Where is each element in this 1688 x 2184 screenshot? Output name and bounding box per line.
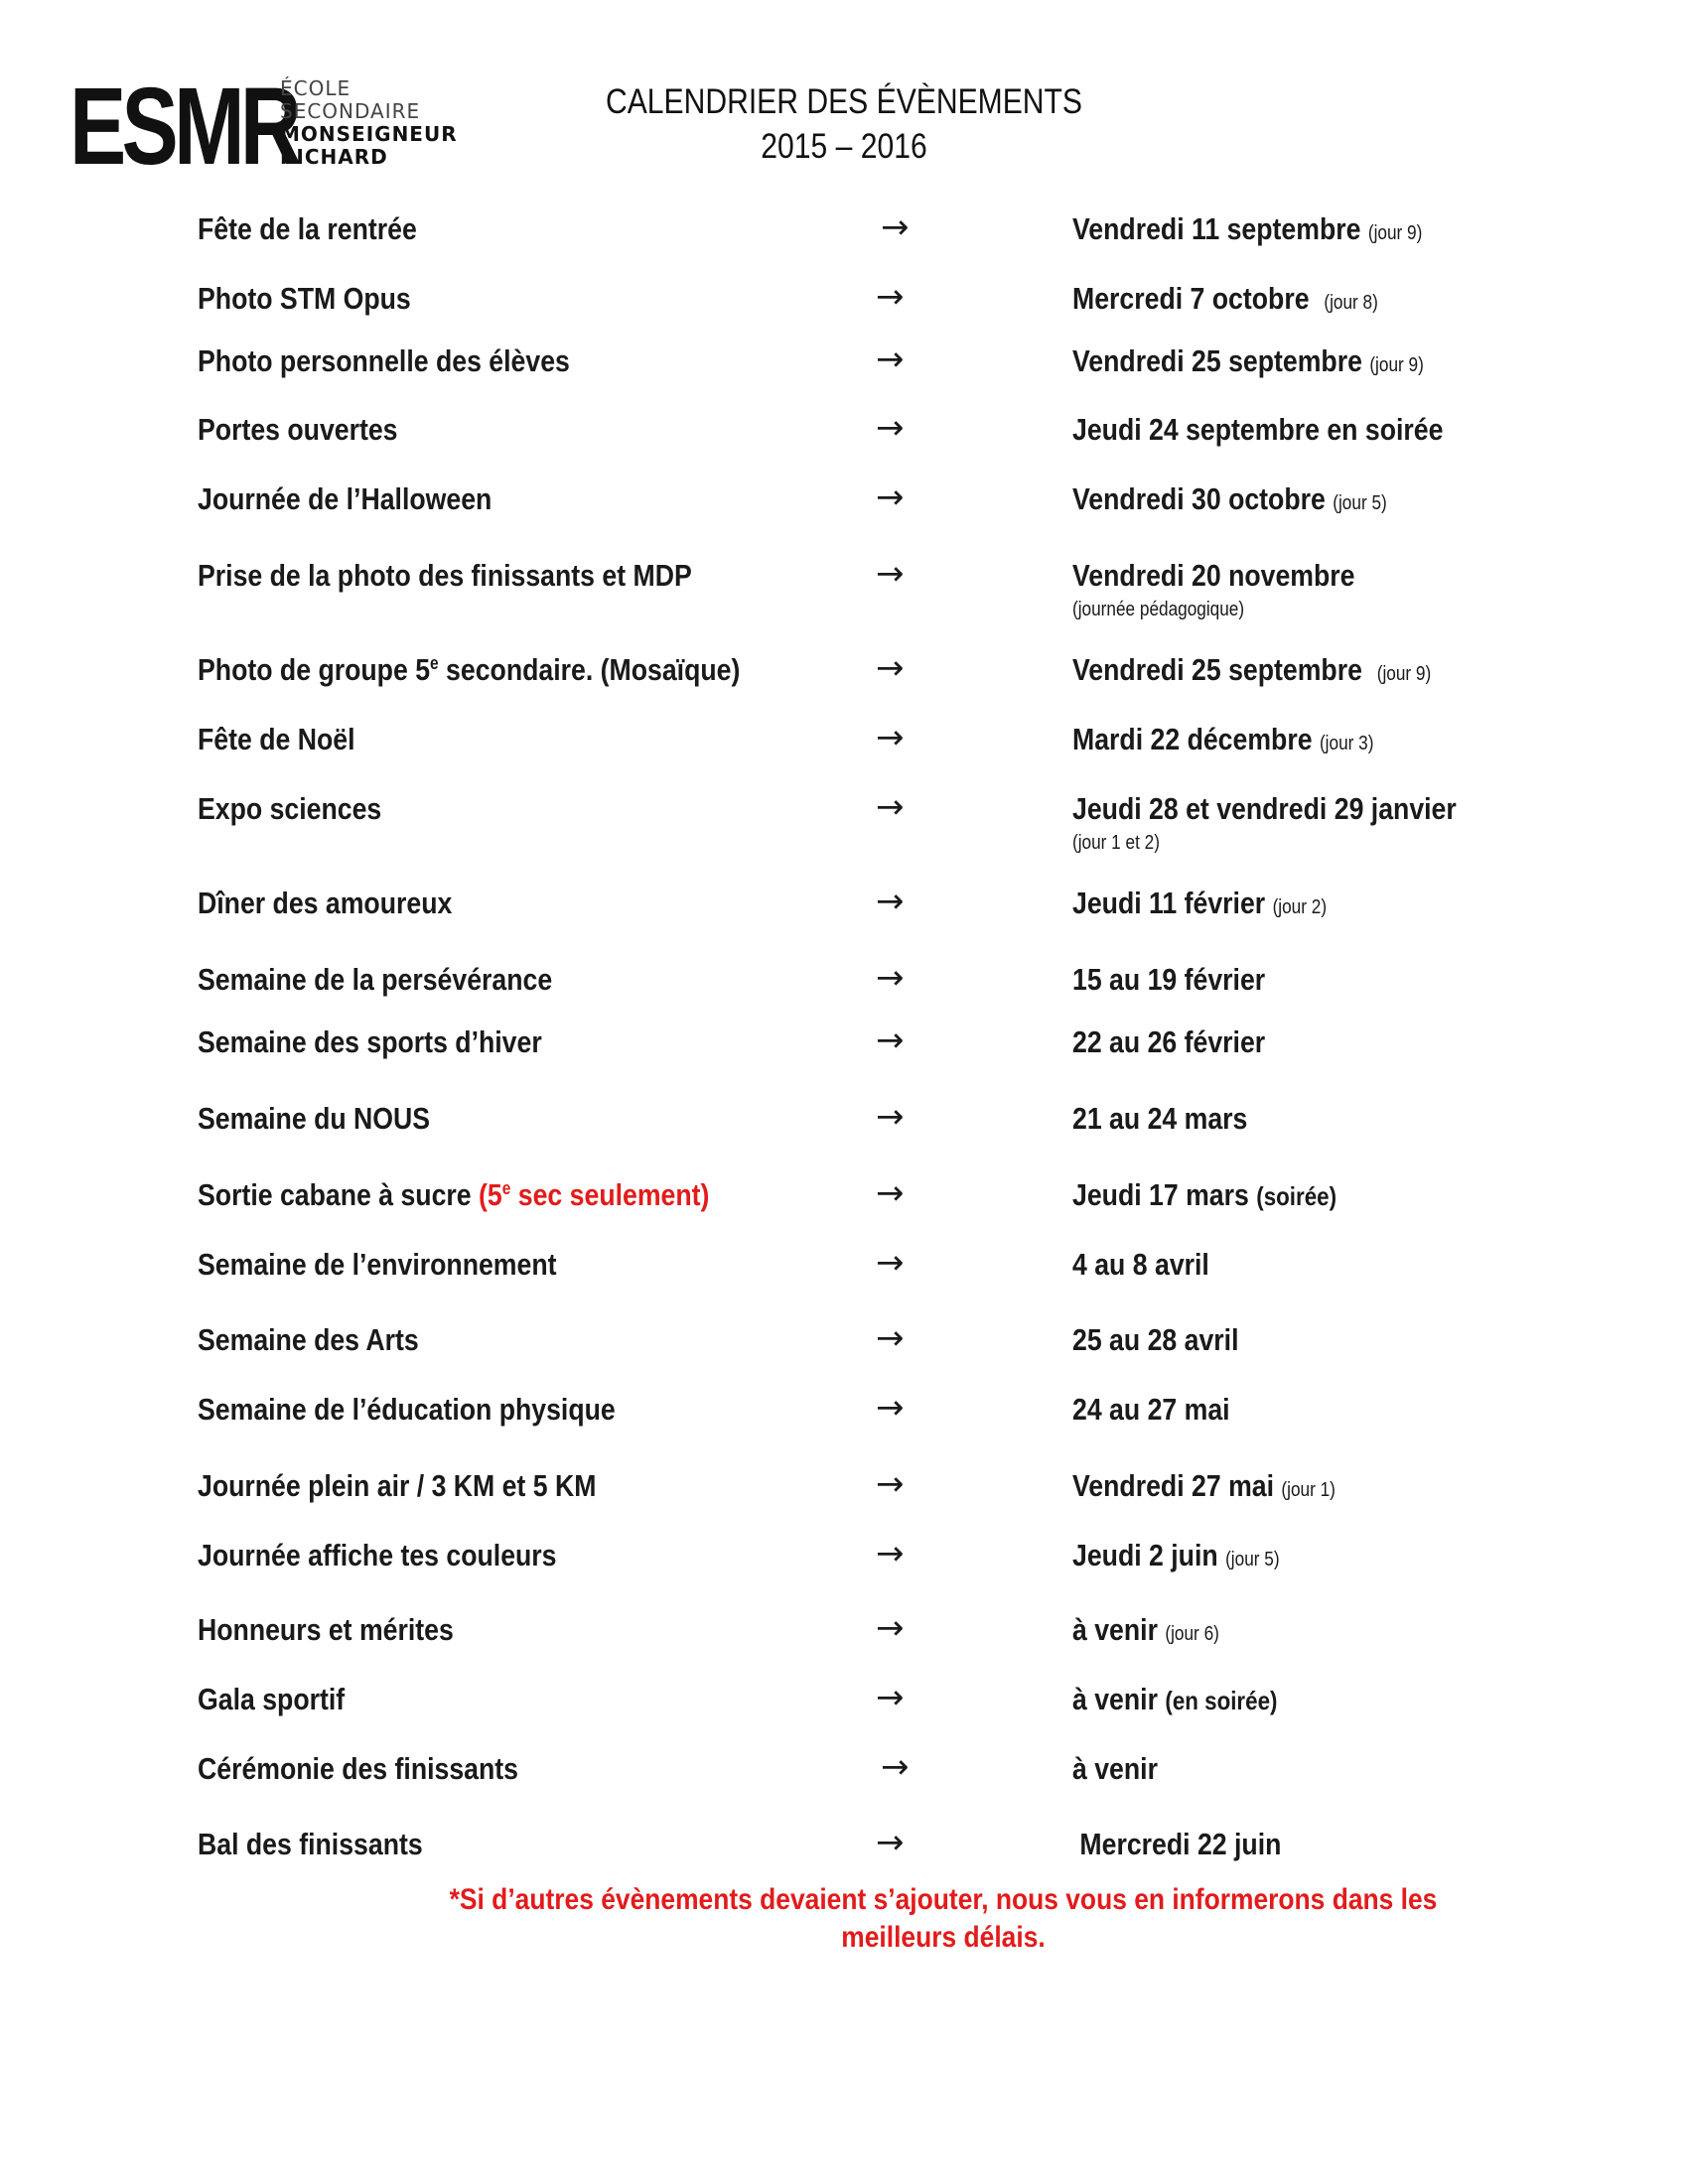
event-name: Prise de la photo des finissants et MDP (198, 558, 692, 593)
arrow-icon: → (876, 478, 905, 517)
date-text: Vendredi 25 septembre (1072, 343, 1362, 378)
event-row (0, 279, 1688, 348)
event-name: Semaine de l’environnement (198, 1247, 557, 1282)
date-text: Jeudi 2 juin (1072, 1538, 1218, 1572)
arrow-icon: → (876, 1534, 905, 1573)
event-name (198, 650, 740, 690)
arrow-icon: → (876, 1097, 905, 1137)
arrow-icon: → (876, 408, 905, 448)
event-date (1072, 1390, 1230, 1430)
event-name: Semaine du NOUS (198, 1101, 431, 1136)
event-name: Semaine de la persévérance (198, 962, 553, 997)
date-subnote: (journée pédagogique) (1072, 599, 1245, 620)
event-date (1072, 1536, 1280, 1579)
date-note: (jour 9) (1376, 663, 1432, 685)
date-text: 4 au 8 avril (1072, 1247, 1209, 1282)
event-name (198, 1175, 709, 1215)
arrow-icon: → (876, 1464, 905, 1504)
date-subnote: (jour 1 et 2) (1072, 832, 1160, 854)
date-text: Jeudi 11 février (1072, 886, 1266, 920)
event-row (0, 1610, 1688, 1680)
event-date (1072, 1610, 1219, 1654)
footnote-line-2: meilleurs délais. (841, 1921, 1046, 1954)
date-text: Vendredi 11 septembre (1072, 211, 1361, 246)
superscript: e (501, 1178, 511, 1198)
date-text: Mardi 22 décembre (1072, 722, 1313, 756)
event-row (0, 1023, 1688, 1092)
event-name: Portes ouvertes (198, 412, 398, 447)
event-date (1072, 960, 1265, 1000)
event-date (1072, 1023, 1265, 1062)
logo-school-name (280, 77, 458, 169)
event-row (0, 410, 1688, 479)
event-row (0, 1536, 1688, 1605)
event-row (0, 1320, 1688, 1390)
title-line-2: 2015 – 2016 (761, 127, 927, 166)
date-text: 22 au 26 février (1072, 1024, 1266, 1059)
arrow-icon: → (876, 1608, 905, 1648)
logo-mark: ESMR (70, 66, 298, 188)
date-note: (jour 6) (1165, 1623, 1219, 1645)
logo-line-3: MONSEIGNEUR (280, 122, 458, 146)
date-text: Mercredi 7 octobre (1072, 281, 1310, 316)
event-row (0, 960, 1688, 1029)
event-row (0, 720, 1688, 789)
title-line-1: CALENDRIER DES ÉVÈNEMENTS (605, 82, 1083, 121)
arrow-icon: → (876, 1678, 905, 1717)
arrow-icon: → (876, 718, 905, 757)
event-date (1072, 1680, 1277, 1720)
event-name-part: secondaire. (Mosaïque) (438, 652, 741, 687)
arrow-icon: → (876, 1388, 905, 1428)
event-date (1072, 789, 1457, 855)
event-row (0, 479, 1688, 549)
date-text: Jeudi 28 et vendredi 29 janvier (1072, 791, 1457, 826)
event-name: Journée plein air / 3 KM et 5 KM (198, 1468, 597, 1503)
date-text: Vendredi 25 septembre (1072, 652, 1362, 687)
event-name: Expo sciences (198, 791, 382, 826)
event-row (0, 884, 1688, 953)
page-title (496, 79, 1192, 169)
event-name-part: Sortie cabane à sucre (198, 1177, 480, 1212)
event-name-highlight (479, 1177, 709, 1212)
event-name: Semaine des Arts (198, 1322, 419, 1357)
date-text: 24 au 27 mai (1072, 1392, 1230, 1427)
event-date (1072, 720, 1373, 763)
arrow-icon: → (876, 1243, 905, 1283)
event-date (1072, 884, 1327, 927)
arrow-icon: → (876, 1173, 905, 1213)
date-note: (jour 2) (1272, 896, 1328, 918)
footnote-line-1: *Si d’autres évènements devaient s’ajouter, nous vous en informerons dans les (449, 1883, 1438, 1916)
event-date (1072, 1749, 1158, 1789)
event-name: Cérémonie des finissants (198, 1751, 518, 1786)
event-row (0, 1245, 1688, 1314)
event-name: Honneurs et mérites (198, 1612, 454, 1647)
date-text: 21 au 24 mars (1072, 1101, 1248, 1136)
date-note: (jour 5) (1333, 492, 1387, 514)
date-text: Jeudi 24 septembre en soirée (1072, 412, 1444, 447)
event-date (1072, 1175, 1336, 1216)
event-name: Bal des finissants (198, 1827, 423, 1861)
date-text: Jeudi 17 mars (1072, 1177, 1249, 1212)
arrow-icon: → (876, 882, 905, 921)
event-date (1072, 341, 1424, 385)
date-text: Vendredi 20 novembre (1072, 558, 1355, 593)
event-row (0, 1099, 1688, 1168)
date-text: Mercredi 22 juin (1072, 1827, 1282, 1861)
event-name-part: Photo de groupe 5 (198, 652, 431, 687)
date-text: à venir (1072, 1682, 1158, 1716)
date-text: à venir (1072, 1751, 1158, 1786)
date-note: (en soirée) (1165, 1686, 1278, 1715)
event-row (0, 650, 1688, 720)
event-date (1072, 410, 1443, 450)
event-name: Semaine des sports d’hiver (198, 1024, 542, 1059)
event-name: Photo personnelle des élèves (198, 343, 570, 378)
arrow-icon: → (876, 1823, 905, 1862)
date-note: (jour 5) (1225, 1549, 1280, 1570)
date-note: (jour 1) (1281, 1479, 1336, 1501)
event-date (1072, 650, 1431, 694)
date-note: (jour 8) (1324, 292, 1378, 314)
event-row (0, 1390, 1688, 1459)
arrow-icon: → (876, 340, 905, 379)
event-row (0, 1466, 1688, 1536)
date-text: à venir (1072, 1612, 1158, 1647)
event-name: Gala sportif (198, 1682, 346, 1716)
event-row (0, 789, 1688, 859)
logo-line-2: SECONDAIRE (280, 99, 421, 123)
footnote (298, 1881, 1589, 1957)
arrow-icon: → (881, 1747, 910, 1787)
date-note: (jour 3) (1319, 733, 1374, 754)
arrow-icon: → (876, 958, 905, 998)
arrow-icon: → (876, 277, 905, 317)
logo-line-1: ÉCOLE (280, 76, 352, 100)
event-row (0, 1749, 1688, 1819)
event-row (0, 341, 1688, 411)
event-row (0, 1680, 1688, 1749)
highlight-part: sec seulement) (510, 1177, 710, 1212)
event-date (1072, 279, 1378, 323)
event-date (1072, 1466, 1336, 1510)
event-date (1072, 1099, 1247, 1139)
event-date (1072, 1320, 1238, 1360)
event-date (1072, 209, 1422, 253)
highlight-part: (5 (479, 1177, 502, 1212)
event-name: Fête de Noël (198, 722, 355, 756)
date-text: 15 au 19 février (1072, 962, 1266, 997)
date-note: (jour 9) (1369, 354, 1424, 376)
date-text: Vendredi 30 octobre (1072, 481, 1326, 516)
event-name: Semaine de l’éducation physique (198, 1392, 616, 1427)
logo-line-4: RICHARD (280, 145, 388, 169)
event-date (1072, 1245, 1209, 1285)
event-row (0, 1175, 1688, 1245)
date-note: (soirée) (1256, 1181, 1337, 1211)
arrow-icon: → (876, 648, 905, 688)
event-row (0, 209, 1688, 279)
arrow-icon: → (876, 787, 905, 827)
event-name: Journée de l’Halloween (198, 481, 492, 516)
arrow-icon: → (876, 554, 905, 594)
arrow-icon: → (876, 1021, 905, 1060)
event-date (1072, 556, 1354, 621)
event-name: Photo STM Opus (198, 281, 411, 316)
arrow-icon: → (876, 1318, 905, 1358)
date-note: (jour 9) (1367, 222, 1423, 244)
event-name: Journée affiche tes couleurs (198, 1538, 557, 1572)
event-date (1072, 479, 1387, 523)
event-name: Dîner des amoureux (198, 886, 453, 920)
event-date (1072, 1825, 1281, 1864)
date-text: 25 au 28 avril (1072, 1322, 1239, 1357)
event-name: Fête de la rentrée (198, 211, 417, 246)
event-row (0, 556, 1688, 625)
date-text: Vendredi 27 mai (1072, 1468, 1275, 1503)
superscript: e (430, 653, 439, 673)
arrow-icon: → (881, 207, 910, 247)
